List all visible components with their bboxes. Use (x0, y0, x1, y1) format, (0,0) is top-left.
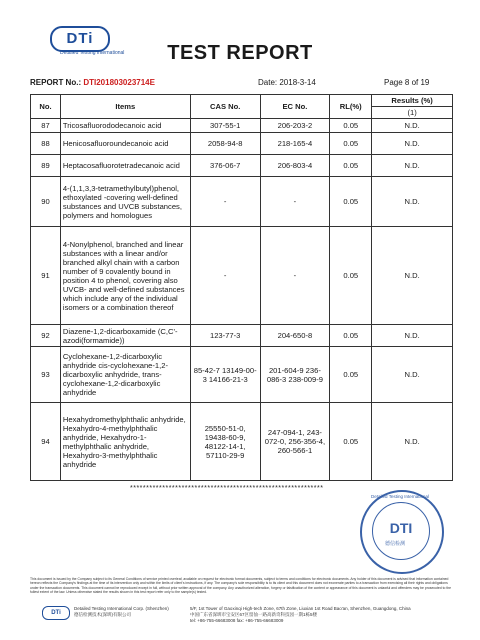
cell-rl: 0.05 (330, 227, 372, 325)
page-number: Page 8 of 19 (384, 78, 430, 87)
header-rl: RL(%) (330, 95, 372, 119)
cell-item: 4-(1,1,3,3-tetramethylbutyl)phenol, ethoxylated -covering well-defined substances and UVCB substances, polymers and homologues (60, 177, 190, 227)
end-separator: ************************************************************ (130, 485, 324, 492)
cell-item: Tricosafluorododecanoic acid (60, 119, 190, 133)
cell-result: N.D. (372, 119, 453, 133)
page-title: TEST REPORT (167, 42, 313, 64)
header-results: Results (%) (372, 95, 453, 107)
cell-item: Hexahydromethylphthalic anhydride, Hexahydro-4-methylphthalic anhydride, Hexahydro-1-methylphthalic anhydride, Hexahydro-3-methylphthalic anhydride (60, 403, 190, 481)
cell-cas: 307-55-1 (190, 119, 260, 133)
cell-item: Diazene-1,2-dicarboxamide (C,C'-azodi(formamide)) (60, 325, 190, 347)
cell-rl: 0.05 (330, 119, 372, 133)
cell-rl: 0.05 (330, 403, 372, 481)
cell-item: 4-Nonylphenol, branched and linear substances with a linear and/or branched alkyl chain with a carbon number of 9 covalently bound in position 4 to phenol, covering also UVCB- and well-defined substances which include any of the individual isomers or a combination thereof (60, 227, 190, 325)
cell-ec: - (260, 227, 330, 325)
cell-ec: 204-650-8 (260, 325, 330, 347)
cell-result: N.D. (372, 403, 453, 481)
footer-company-cn: 德信检测技术(深圳)有限公司 (74, 612, 131, 617)
company-logo: DTi (50, 26, 110, 52)
footer-company-en: Detailed Testing International Corp. (Shenzhen) (74, 606, 169, 611)
cell-result: N.D. (372, 133, 453, 155)
cell-ec: - (260, 177, 330, 227)
cell-item: Cyclohexane-1,2-dicarboxylic anhydride cis-cyclohexane-1,2-dicarboxylic anhydride, trans-cyclohexane-1,2-dicarboxylic anhydride (60, 347, 190, 403)
cell-result: N.D. (372, 325, 453, 347)
report-number-label: REPORT No.: (30, 78, 82, 87)
footer-logo: DTi (42, 606, 70, 620)
header-ec: EC No. (260, 95, 330, 119)
cell-cas: 85-42-7 13149-00-3 14166-21-3 (190, 347, 260, 403)
cell-no: 87 (31, 119, 61, 133)
cell-no: 93 (31, 347, 61, 403)
footer-address-cn: 中国广东省深圳市宝安区67区留仙一路高新奇科技园一期1栋5楼 (190, 612, 318, 617)
cell-rl: 0.05 (330, 133, 372, 155)
results-table (30, 94, 453, 481)
cell-rl: 0.05 (330, 347, 372, 403)
cell-no: 88 (31, 133, 61, 155)
report-number-value: DTI201803023714E (83, 78, 155, 87)
cell-result: N.D. (372, 155, 453, 177)
seal-logo: DTI (372, 502, 430, 560)
cell-ec: 218-165-4 (260, 133, 330, 155)
cell-rl: 0.05 (330, 325, 372, 347)
cell-rl: 0.05 (330, 177, 372, 227)
header-no: No. (31, 95, 61, 119)
cell-item: Henicosafluoroundecanoic acid (60, 133, 190, 155)
seal-ring-text: Detailed Testing International (371, 494, 429, 499)
cell-cas: 25550-51-0, 19438-60-9, 48122-14-1, 57110-29-9 (190, 403, 260, 481)
cell-no: 94 (31, 403, 61, 481)
table-row (31, 133, 453, 155)
table-row (31, 325, 453, 347)
cell-result: N.D. (372, 177, 453, 227)
header-sample: (1) (372, 107, 453, 119)
table-row (31, 227, 453, 325)
cell-no: 89 (31, 155, 61, 177)
disclaimer-text: This document is issued by the Company subject to its General Conditions of service printed overleaf, available on request for electronic format documents, subject to terms and conditions for electronic documents. Any holder of this document is advised that information contained hereon reflects the Company's findings at the time of its intervention only and within the limits of client's instructions, if any. The company's sole responsibility is to its client and this document does not exonerate parties to a transaction from exercising all their rights and obligations under the transaction documents. This document cannot be reproduced except in full, without prior written approval of the company. Any unauthorized alteration, forgery or falsification of the content or appearance of this document is unlawful and offenders may be prosecuted to the fullest extent of the law. Unless otherwise stated the results shown in this test report refer only to the sample(s) tested. (30, 577, 452, 594)
cell-ec: 206-803-4 (260, 155, 330, 177)
cell-ec: 201-604-9 236-086-3 238-009-9 (260, 347, 330, 403)
cell-item: Heptacosafluorotetradecanoic acid (60, 155, 190, 177)
table-row (31, 119, 453, 133)
logo-subtitle: Detailed Testing International (60, 50, 125, 56)
cell-result: N.D. (372, 227, 453, 325)
cell-ec: 247-094-1, 243-072-0, 256-356-4, 260-566-1 (260, 403, 330, 481)
table-row (31, 347, 453, 403)
cell-rl: 0.05 (330, 155, 372, 177)
footer-address-en: 5/F, 1st Tower of Gaoxinqi High-tech Zone, 67th Zone, Liuxian 1st Road Bao'an, Shenzhen, Guangdong, China (190, 606, 411, 611)
footer-address (190, 606, 411, 624)
report-date: Date: 2018-3-14 (258, 78, 316, 87)
table-row (31, 403, 453, 481)
table-row (31, 177, 453, 227)
header-cas: CAS No. (190, 95, 260, 119)
cell-cas: - (190, 227, 260, 325)
cell-cas: 376-06-7 (190, 155, 260, 177)
cell-no: 91 (31, 227, 61, 325)
header-items: Items (60, 95, 190, 119)
cell-result: N.D. (372, 347, 453, 403)
cell-no: 92 (31, 325, 61, 347)
table-row (31, 155, 453, 177)
cell-cas: 123-77-3 (190, 325, 260, 347)
report-number (30, 78, 155, 87)
cell-no: 90 (31, 177, 61, 227)
seal-chinese-text: 德信检测 (385, 541, 406, 547)
cell-ec: 206-203-2 (260, 119, 330, 133)
cell-cas: - (190, 177, 260, 227)
footer-company (74, 606, 169, 618)
cell-cas: 2058-94-8 (190, 133, 260, 155)
footer-contact: tel: +86-755-66683008 fax: +86-755-66683009 (190, 618, 284, 623)
